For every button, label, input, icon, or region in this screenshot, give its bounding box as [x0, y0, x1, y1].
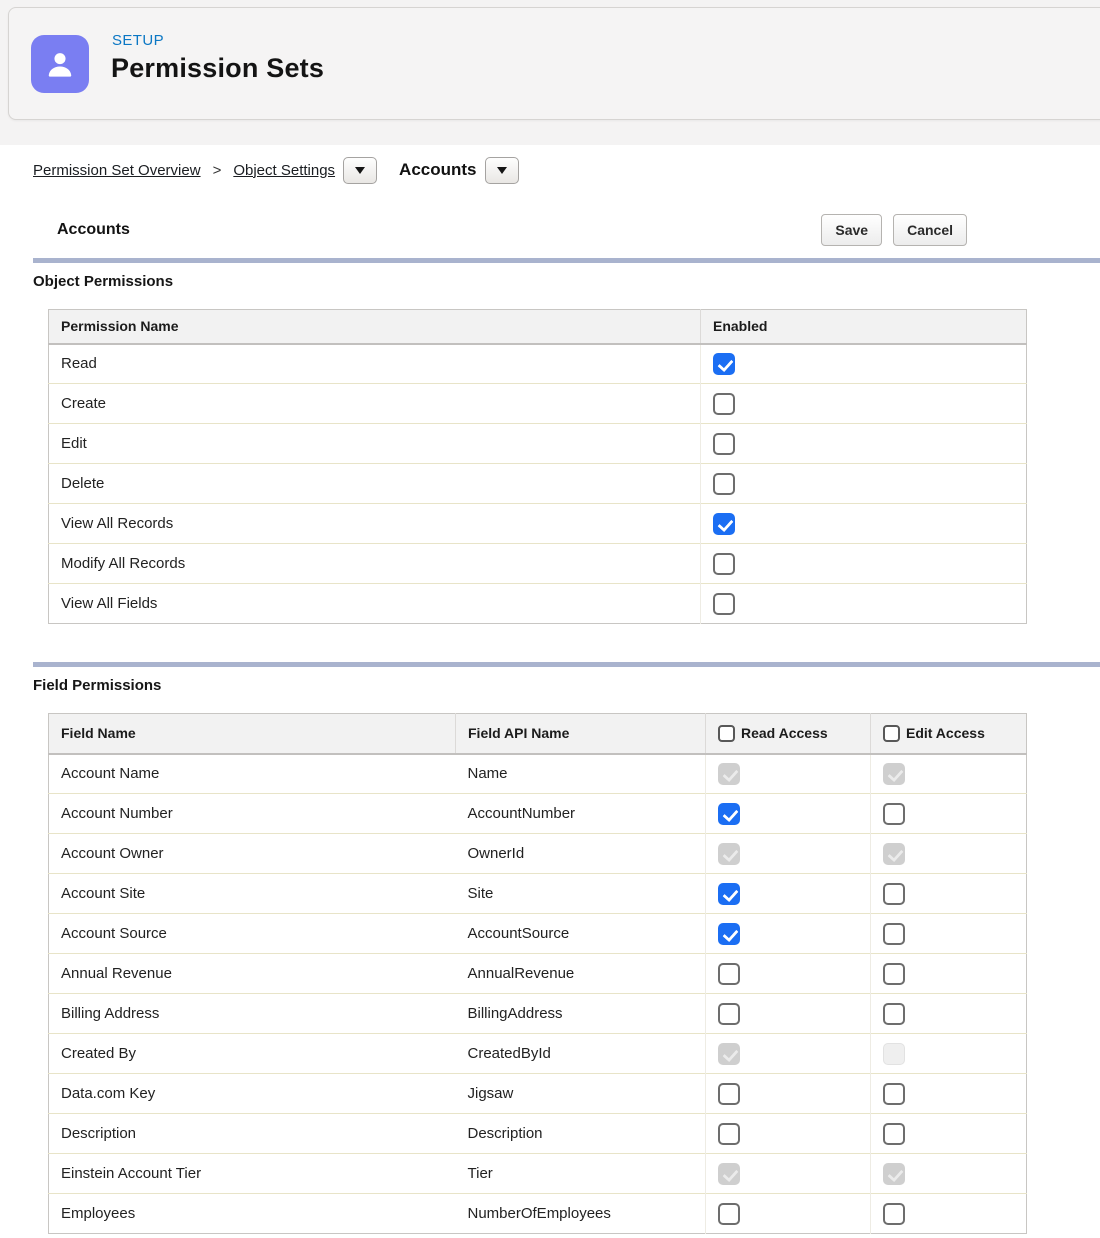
column-header-field-api-name: Field API Name	[456, 714, 706, 754]
table-row	[49, 1074, 1027, 1114]
read-access-checkbox[interactable]	[718, 1083, 740, 1105]
read-access-checkbox	[718, 763, 740, 785]
edit-access-cell	[871, 834, 1027, 874]
table-row	[49, 424, 1027, 464]
edit-access-cell	[871, 914, 1027, 954]
read-access-cell	[706, 1074, 871, 1114]
read-access-label: Read Access	[741, 725, 828, 742]
edit-access-cell	[871, 874, 1027, 914]
edit-access-checkbox[interactable]	[883, 923, 905, 945]
permission-name: Read	[49, 344, 701, 384]
read-access-select-all-checkbox[interactable]	[718, 725, 735, 742]
field-permissions-body	[49, 754, 1027, 1234]
read-access-cell	[706, 754, 871, 794]
read-access-cell	[706, 834, 871, 874]
enabled-cell	[701, 424, 1027, 464]
enabled-checkbox[interactable]	[713, 433, 735, 455]
permission-name: View All Records	[49, 504, 701, 544]
object-permissions-heading: Object Permissions	[33, 273, 174, 290]
breadcrumb	[33, 156, 1100, 184]
edit-access-checkbox[interactable]	[883, 883, 905, 905]
edit-access-checkbox[interactable]	[883, 1083, 905, 1105]
enabled-cell	[701, 584, 1027, 624]
edit-access-cell	[871, 794, 1027, 834]
setup-header-card	[8, 7, 1100, 120]
enabled-checkbox[interactable]	[713, 593, 735, 615]
edit-access-label: Edit Access	[906, 725, 985, 742]
read-access-cell	[706, 794, 871, 834]
enabled-cell	[701, 464, 1027, 504]
table-row	[49, 914, 1027, 954]
read-access-cell	[706, 1194, 871, 1234]
setup-eyebrow: SETUP	[112, 32, 165, 49]
table-row	[49, 464, 1027, 504]
field-permissions-heading: Field Permissions	[33, 677, 162, 694]
read-access-checkbox[interactable]	[718, 1003, 740, 1025]
field-api-name: AccountSource	[456, 914, 706, 954]
edit-access-checkbox	[883, 763, 905, 785]
enabled-cell	[701, 544, 1027, 584]
breadcrumb-separator: >	[212, 161, 222, 179]
field-name: Account Site	[49, 874, 456, 914]
field-api-name: BillingAddress	[456, 994, 706, 1034]
entity-heading: Accounts	[57, 221, 130, 238]
breadcrumb-link-object-settings[interactable]: Object Settings	[233, 161, 336, 179]
edit-access-checkbox[interactable]	[883, 1123, 905, 1145]
field-name: Data.com Key	[49, 1074, 456, 1114]
setup-header-band	[0, 0, 1100, 145]
table-row	[49, 954, 1027, 994]
edit-access-cell	[871, 1034, 1027, 1074]
read-access-checkbox[interactable]	[718, 963, 740, 985]
field-name: Employees	[49, 1194, 456, 1234]
enabled-cell	[701, 384, 1027, 424]
permission-name: View All Fields	[49, 584, 701, 624]
page-title: Permission Sets	[111, 53, 325, 83]
table-row	[49, 544, 1027, 584]
table-row	[49, 1194, 1027, 1234]
field-api-name: Name	[456, 754, 706, 794]
edit-access-cell	[871, 994, 1027, 1034]
table-row	[49, 384, 1027, 424]
table-row	[49, 994, 1027, 1034]
field-name: Account Number	[49, 794, 456, 834]
permission-name: Delete	[49, 464, 701, 504]
field-permissions-table	[48, 713, 1027, 1234]
section-divider	[33, 258, 1100, 263]
field-api-name: Jigsaw	[456, 1074, 706, 1114]
read-access-checkbox[interactable]	[718, 883, 740, 905]
read-access-checkbox[interactable]	[718, 803, 740, 825]
enabled-checkbox[interactable]	[713, 513, 735, 535]
permission-name: Modify All Records	[49, 544, 701, 584]
field-api-name: CreatedById	[456, 1034, 706, 1074]
read-access-checkbox[interactable]	[718, 1203, 740, 1225]
read-access-checkbox[interactable]	[718, 1123, 740, 1145]
field-api-name: Site	[456, 874, 706, 914]
read-access-cell	[706, 994, 871, 1034]
breadcrumb-link-overview[interactable]: Permission Set Overview	[33, 161, 201, 179]
entity-dropdown-button[interactable]	[485, 157, 519, 184]
table-row	[49, 874, 1027, 914]
main-content	[0, 156, 1100, 1234]
edit-access-cell	[871, 1074, 1027, 1114]
read-access-cell	[706, 954, 871, 994]
field-name: Account Owner	[49, 834, 456, 874]
edit-access-checkbox[interactable]	[883, 963, 905, 985]
field-name: Annual Revenue	[49, 954, 456, 994]
field-api-name: AnnualRevenue	[456, 954, 706, 994]
table-row	[49, 504, 1027, 544]
enabled-checkbox[interactable]	[713, 393, 735, 415]
enabled-checkbox[interactable]	[713, 353, 735, 375]
permission-sets-icon	[31, 35, 89, 93]
user-icon	[41, 45, 79, 83]
edit-access-cell	[871, 1154, 1027, 1194]
edit-access-checkbox[interactable]	[883, 803, 905, 825]
object-permissions-table	[48, 309, 1027, 624]
table-row	[49, 1034, 1027, 1074]
field-api-name: Tier	[456, 1154, 706, 1194]
edit-access-cell	[871, 1114, 1027, 1154]
table-header-row	[49, 310, 1027, 344]
chevron-down-icon	[497, 167, 507, 174]
read-access-cell	[706, 1034, 871, 1074]
section-divider	[33, 662, 1100, 667]
read-access-cell	[706, 1114, 871, 1154]
edit-access-select-all-checkbox[interactable]	[883, 725, 900, 742]
enabled-cell	[701, 504, 1027, 544]
edit-access-cell	[871, 954, 1027, 994]
column-header-field-name: Field Name	[49, 714, 456, 754]
field-name: Billing Address	[49, 994, 456, 1034]
column-header-read-access	[706, 714, 871, 754]
object-settings-dropdown-button[interactable]	[343, 157, 377, 184]
edit-access-checkbox	[883, 843, 905, 865]
field-name: Description	[49, 1114, 456, 1154]
read-access-cell	[706, 874, 871, 914]
breadcrumb-entity: Accounts	[399, 160, 477, 179]
field-api-name: OwnerId	[456, 834, 706, 874]
edit-access-checkbox[interactable]	[883, 1003, 905, 1025]
enabled-checkbox[interactable]	[713, 473, 735, 495]
chevron-down-icon	[355, 167, 365, 174]
edit-access-checkbox	[883, 1043, 905, 1065]
column-header-permission-name: Permission Name	[49, 310, 701, 344]
save-button[interactable]: Save	[821, 214, 882, 246]
field-name: Account Name	[49, 754, 456, 794]
field-api-name: NumberOfEmployees	[456, 1194, 706, 1234]
enabled-cell	[701, 344, 1027, 384]
read-access-cell	[706, 914, 871, 954]
field-api-name: AccountNumber	[456, 794, 706, 834]
read-access-checkbox	[718, 843, 740, 865]
table-row	[49, 1114, 1027, 1154]
table-row	[49, 1154, 1027, 1194]
toolbar	[33, 214, 1100, 246]
edit-access-checkbox[interactable]	[883, 1203, 905, 1225]
permission-name: Create	[49, 384, 701, 424]
read-access-checkbox	[718, 1163, 740, 1185]
edit-access-cell	[871, 754, 1027, 794]
field-api-name: Description	[456, 1114, 706, 1154]
edit-access-cell	[871, 1194, 1027, 1234]
table-row	[49, 794, 1027, 834]
field-name: Created By	[49, 1034, 456, 1074]
read-access-cell	[706, 1154, 871, 1194]
table-row	[49, 584, 1027, 624]
permission-name: Edit	[49, 424, 701, 464]
column-header-edit-access	[871, 714, 1027, 754]
field-name: Account Source	[49, 914, 456, 954]
table-header-row	[49, 714, 1027, 754]
edit-access-checkbox	[883, 1163, 905, 1185]
read-access-checkbox	[718, 1043, 740, 1065]
cancel-button[interactable]: Cancel	[893, 214, 967, 246]
table-row	[49, 834, 1027, 874]
read-access-checkbox[interactable]	[718, 923, 740, 945]
enabled-checkbox[interactable]	[713, 553, 735, 575]
object-permissions-body	[49, 344, 1027, 624]
field-name: Einstein Account Tier	[49, 1154, 456, 1194]
table-row	[49, 754, 1027, 794]
column-header-enabled: Enabled	[701, 310, 1027, 344]
table-row	[49, 344, 1027, 384]
